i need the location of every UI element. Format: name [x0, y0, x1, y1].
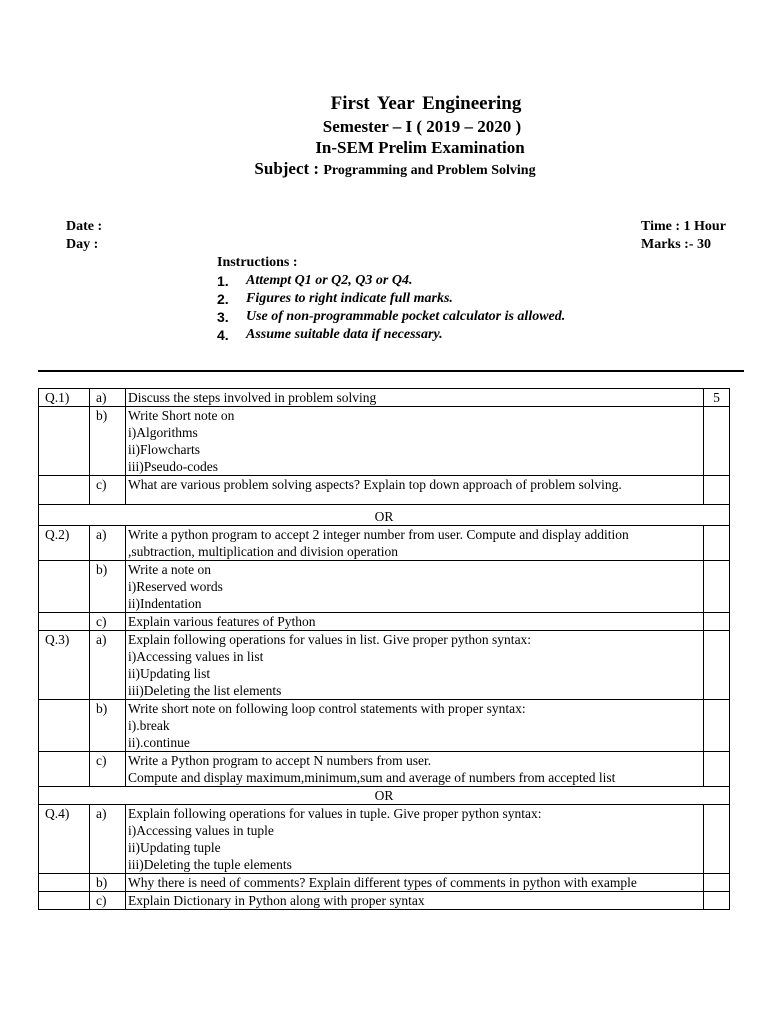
subquestion-label: c): [90, 892, 126, 910]
exam-header: [0, 92, 768, 182]
table-row: [39, 505, 730, 526]
instruction-number: 4.: [217, 327, 229, 343]
question-line: i)Accessing values in tuple: [128, 823, 274, 838]
marks-cell: [704, 805, 730, 874]
marks-cell: [704, 407, 730, 476]
date-label: Date :: [66, 219, 103, 234]
day-label: Day :: [66, 237, 99, 252]
question-number: Q.1): [39, 389, 90, 407]
question-line: iii)Deleting the list elements: [128, 683, 282, 698]
question-number-empty: [39, 613, 90, 631]
subquestion-label: c): [90, 476, 126, 505]
question-text: [126, 561, 704, 613]
subquestion-label: c): [90, 752, 126, 787]
question-line: ,subtraction, multiplication and division operation: [128, 544, 398, 559]
question-line: Write short note on following loop control statements with proper syntax:: [128, 701, 526, 716]
question-table: [38, 388, 730, 910]
marks-cell: [704, 892, 730, 910]
question-line: i)Reserved words: [128, 579, 223, 594]
subquestion-label: c): [90, 613, 126, 631]
marks-cell: [704, 526, 730, 561]
question-line: Why there is need of comments? Explain different types of comments in python with example: [128, 875, 637, 890]
subject-label: Subject :: [254, 159, 320, 178]
time-label: Time : 1 Hour: [641, 219, 726, 234]
exam-name: In-SEM Prelim Examination: [315, 138, 525, 157]
or-separator: OR: [39, 505, 730, 526]
question-number-empty: [39, 476, 90, 505]
question-text: [126, 805, 704, 874]
marks-cell: [704, 752, 730, 787]
question-line: Explain various features of Python: [128, 614, 316, 629]
question-number-empty: [39, 561, 90, 613]
question-line: ii).continue: [128, 735, 190, 750]
subquestion-label: b): [90, 700, 126, 752]
semester-line: Semester – I ( 2019 – 2020 ): [322, 117, 522, 136]
question-text: [126, 526, 704, 561]
marks-cell: [704, 613, 730, 631]
subquestion-label: a): [90, 805, 126, 874]
question-number-empty: [39, 407, 90, 476]
instruction-item: [217, 272, 565, 290]
table-row: [39, 752, 730, 787]
course-title: First Year Engineering: [330, 93, 522, 114]
question-text: [126, 752, 704, 787]
question-line: ii)Flowcharts: [128, 442, 200, 457]
question-line: Discuss the steps involved in problem solving: [128, 390, 377, 405]
instruction-number: 2.: [217, 291, 229, 307]
table-row: [39, 787, 730, 805]
question-number-empty: [39, 700, 90, 752]
subquestion-label: a): [90, 631, 126, 700]
subquestion-label: b): [90, 407, 126, 476]
question-text: [126, 874, 704, 892]
table-row: [39, 805, 730, 874]
time-marks-block: [641, 218, 726, 254]
table-row: [39, 526, 730, 561]
instructions-block: [217, 254, 565, 344]
question-number: Q.3): [39, 631, 90, 700]
question-text: [126, 389, 704, 407]
subquestion-label: b): [90, 874, 126, 892]
date-day-block: [66, 218, 102, 254]
or-separator: OR: [39, 787, 730, 805]
marks-label: Marks :- 30: [641, 237, 711, 252]
header-divider: [38, 370, 744, 372]
table-row: [39, 407, 730, 476]
table-row: [39, 700, 730, 752]
table-row: [39, 613, 730, 631]
question-number-empty: [39, 874, 90, 892]
question-number-empty: [39, 752, 90, 787]
subject-line: [0, 158, 768, 182]
instruction-text: Use of non-programmable pocket calculator is allowed.: [246, 309, 566, 324]
table-row: [39, 476, 730, 505]
question-line: i)Accessing values in list: [128, 649, 264, 664]
question-text: [126, 631, 704, 700]
instruction-item: [217, 326, 565, 344]
question-line: Explain following operations for values in tuple. Give proper python syntax:: [128, 806, 542, 821]
marks-cell: [704, 700, 730, 752]
question-line: Write a note on: [128, 562, 212, 577]
instruction-item: [217, 308, 565, 326]
instruction-text: Assume suitable data if necessary.: [246, 327, 443, 342]
question-number: Q.2): [39, 526, 90, 561]
question-line: iii)Pseudo-codes: [128, 459, 218, 474]
question-line: i)Algorithms: [128, 425, 198, 440]
question-line: What are various problem solving aspects? Explain top down approach of problem solving.: [128, 477, 622, 492]
table-row: [39, 561, 730, 613]
question-number: Q.4): [39, 805, 90, 874]
instruction-number: 3.: [217, 309, 229, 325]
question-line: iii)Deleting the tuple elements: [128, 857, 292, 872]
marks-cell: [704, 874, 730, 892]
subquestion-label: a): [90, 389, 126, 407]
marks-cell: [704, 561, 730, 613]
question-line: i).break: [128, 718, 170, 733]
instruction-text: Figures to right indicate full marks.: [246, 291, 453, 306]
question-line: Write a python program to accept 2 integer number from user. Compute and display addition: [128, 527, 629, 542]
question-number-empty: [39, 892, 90, 910]
subquestion-label: b): [90, 561, 126, 613]
instructions-title: Instructions :: [217, 255, 298, 270]
question-line: Compute and display maximum,minimum,sum and average of numbers from accepted list: [128, 770, 616, 785]
subject-name: Programming and Problem Solving: [323, 163, 536, 178]
table-row: [39, 389, 730, 407]
instruction-number: 1.: [217, 273, 229, 289]
question-line: ii)Updating tuple: [128, 840, 221, 855]
question-line: ii)Indentation: [128, 596, 202, 611]
question-line: Write Short note on: [128, 408, 235, 423]
table-row: [39, 631, 730, 700]
instruction-text: Attempt Q1 or Q2, Q3 or Q4.: [246, 273, 413, 288]
question-line: ii)Updating list: [128, 666, 211, 681]
question-text: [126, 700, 704, 752]
marks-cell: [704, 476, 730, 505]
question-line: Explain Dictionary in Python along with proper syntax: [128, 893, 425, 908]
question-line: Explain following operations for values in list. Give proper python syntax:: [128, 632, 532, 647]
marks-cell: [704, 631, 730, 700]
question-text: [126, 407, 704, 476]
table-row: [39, 892, 730, 910]
marks-cell: 5: [704, 389, 730, 407]
question-text: [126, 476, 704, 505]
instruction-item: [217, 290, 565, 308]
table-row: [39, 874, 730, 892]
question-text: [126, 892, 704, 910]
question-text: [126, 613, 704, 631]
subquestion-label: a): [90, 526, 126, 561]
question-line: Write a Python program to accept N numbers from user.: [128, 753, 432, 768]
